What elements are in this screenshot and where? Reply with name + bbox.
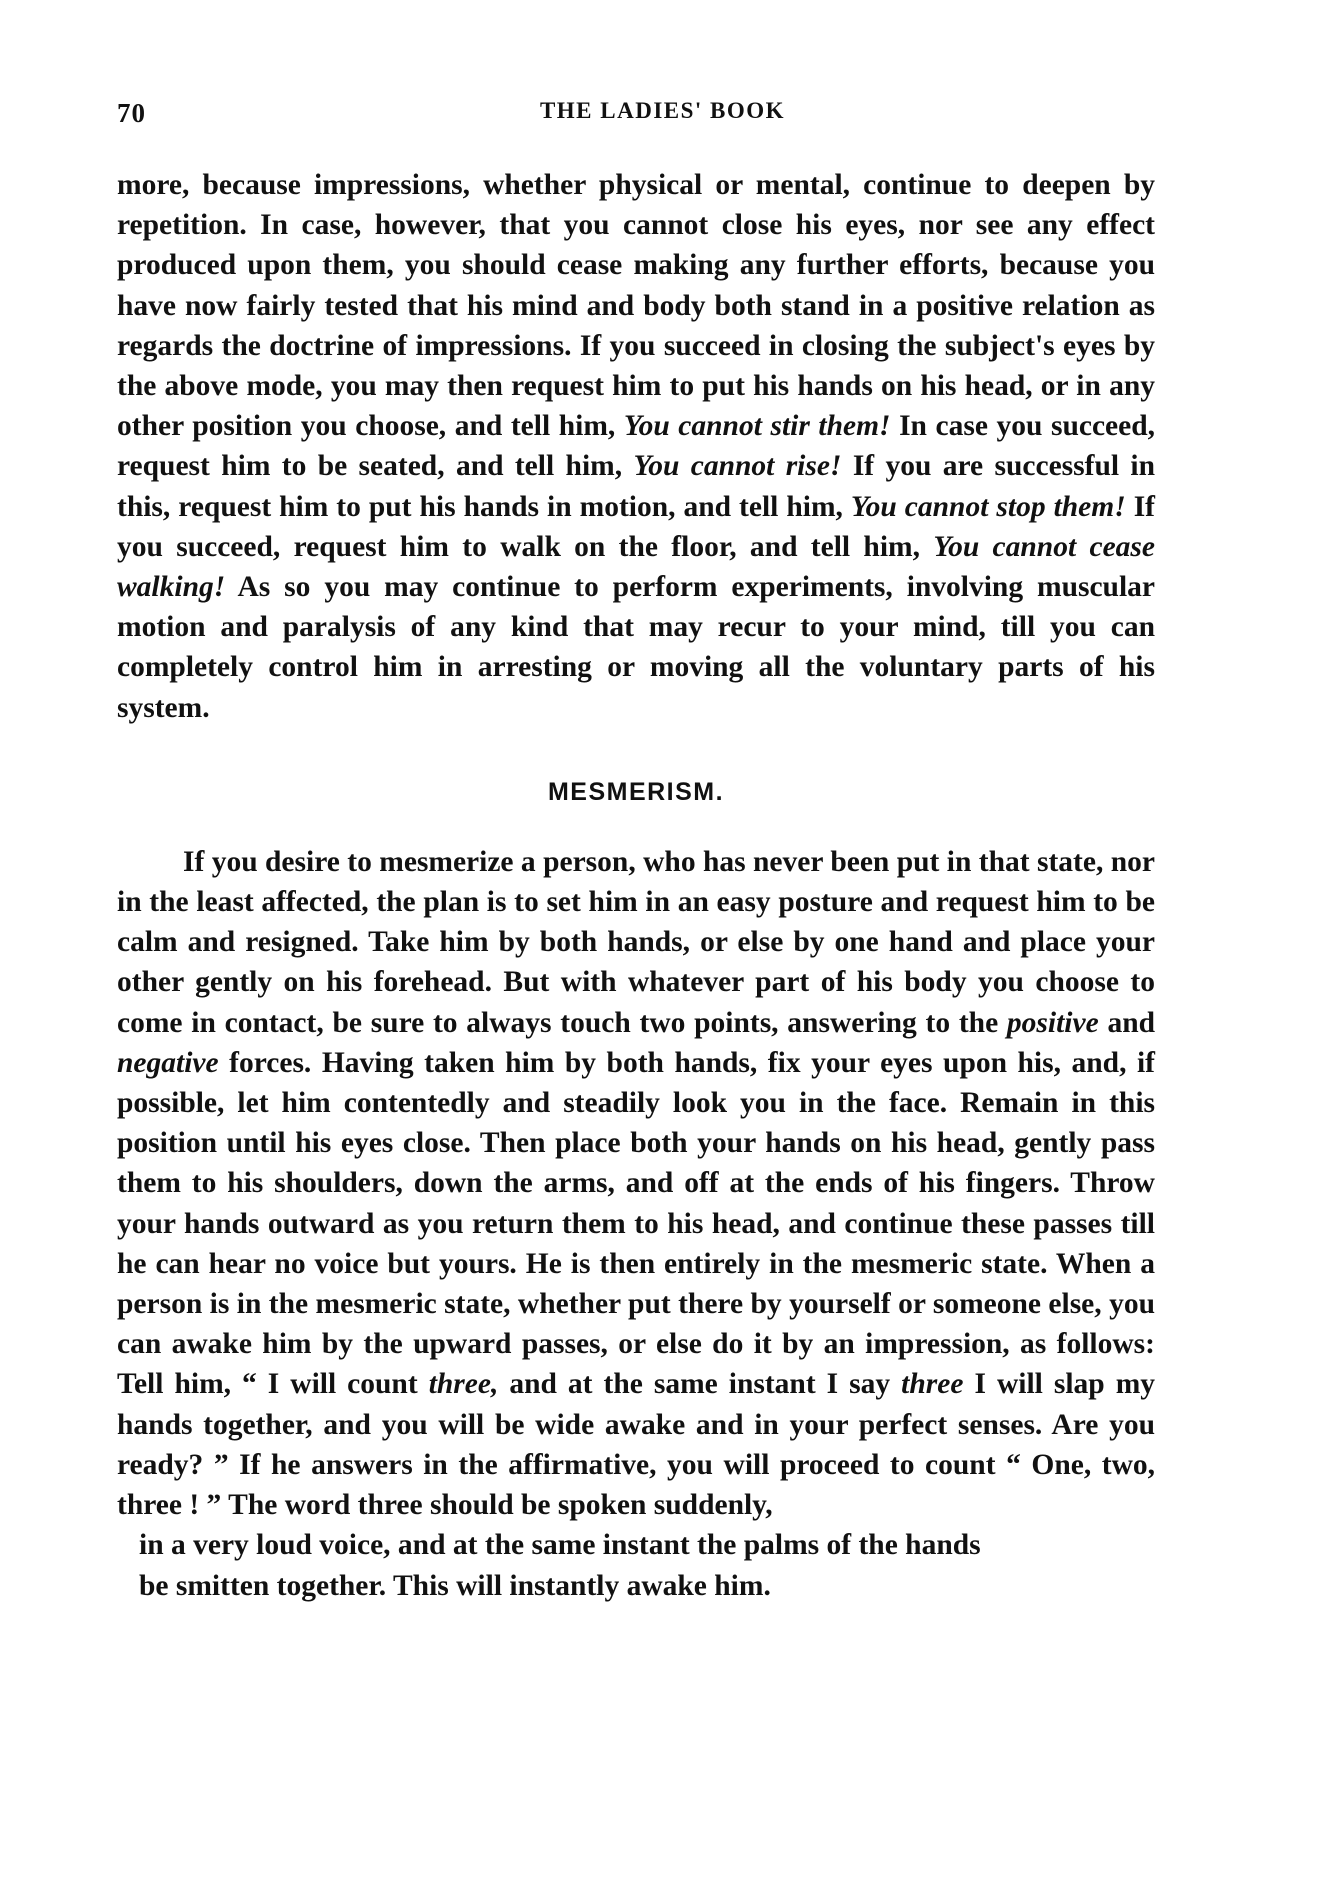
text-run: If you succeed, request him to walk on the floor, and tell him,: [117, 490, 1156, 563]
italic-word: positive: [1006, 1006, 1099, 1039]
body-text: [117, 165, 1155, 1606]
text-run: As so you may continue to perform experiments, involving muscular motion and paralysis of any kind that may recur to your mind, till you can completely control him in arresting or moving all the voluntary parts of his system.: [117, 571, 1155, 724]
page-number: 70: [117, 98, 146, 128]
section-heading: MESMERISM.: [547, 777, 725, 806]
text-run: If you are successful in this, request him to put his hands in motion, and tell him,: [117, 450, 1156, 523]
text-run: more, because impressions, whether physical or mental, continue to deepen by repetition. In case, however, that you cannot close his eyes, nor see any effect produced upon them, you should cease making any further efforts, because you have now fairly tested that his mind and body both stand in a positive relation as regards the doctrine of impressions. If you succeed in closing the subject's eyes by the above mode, you may then request him to put his hands on his head, or in any other position you choose, and tell him,: [117, 169, 1155, 443]
text-run: If you desire to mesmerize a person, who has never been put in that state, nor in the least affected, the plan is to set him in an easy posture and request him to be calm and resigned. Take him by both hands, or else by one hand and place your other gently on his forehead. But with whatever part of his body you choose to come in contact, be sure to always touch two points, answering to the: [117, 845, 1155, 1039]
running-head: THE LADIES' BOOK: [539, 98, 786, 123]
text-run: and: [1107, 1006, 1156, 1039]
paragraph-tail-line: be smitten together. This will instantly awake him.: [139, 1569, 771, 1602]
paragraph-tail-line: in a very loud voice, and at the same instant the palms of the hands: [139, 1529, 981, 1562]
italic-word: three: [901, 1368, 964, 1401]
italic-word: three,: [428, 1368, 499, 1401]
text-run: and at the same instant I say: [509, 1368, 891, 1401]
paragraph-continuation: [117, 165, 1155, 728]
italic-phrase: You cannot stir them!: [623, 410, 891, 443]
italic-word: negative: [117, 1046, 219, 1079]
paragraph-mesmerism: [117, 842, 1155, 1525]
italic-phrase: You cannot stop them!: [850, 490, 1126, 523]
text-run: I will slap my hands together, and you will be wide awake and in your perfect senses. Are you ready? ” If he answers in the affirmative, you will proceed to count “ One, two, three ! ” The word three should be spoken suddenly,: [117, 1368, 1156, 1522]
text-run: forces. Having taken him by both hands, fix your eyes upon his, and, if possible, let him contentedly and steadily look you in the face. Remain in this position until his eyes close. Then place both your hands on his head, gently pass them to his shoulders, down the arms, and off at the ends of his fingers. Throw your hands outward as you return them to his head, and continue these passes till he can hear no voice but yours. He is then entirely in the mesmeric state. When a person is in the mesmeric state, whether put there by yourself or someone else, you can awake him by the upward passes, or else do it by an impression, as follows: Tell him, “ I will count: [117, 1046, 1155, 1401]
text-run: In case you succeed, request him to be seated, and tell him,: [117, 410, 1156, 483]
italic-phrase: You cannot rise!: [633, 450, 842, 483]
italic-phrase: You cannot cease walking!: [117, 530, 1155, 604]
